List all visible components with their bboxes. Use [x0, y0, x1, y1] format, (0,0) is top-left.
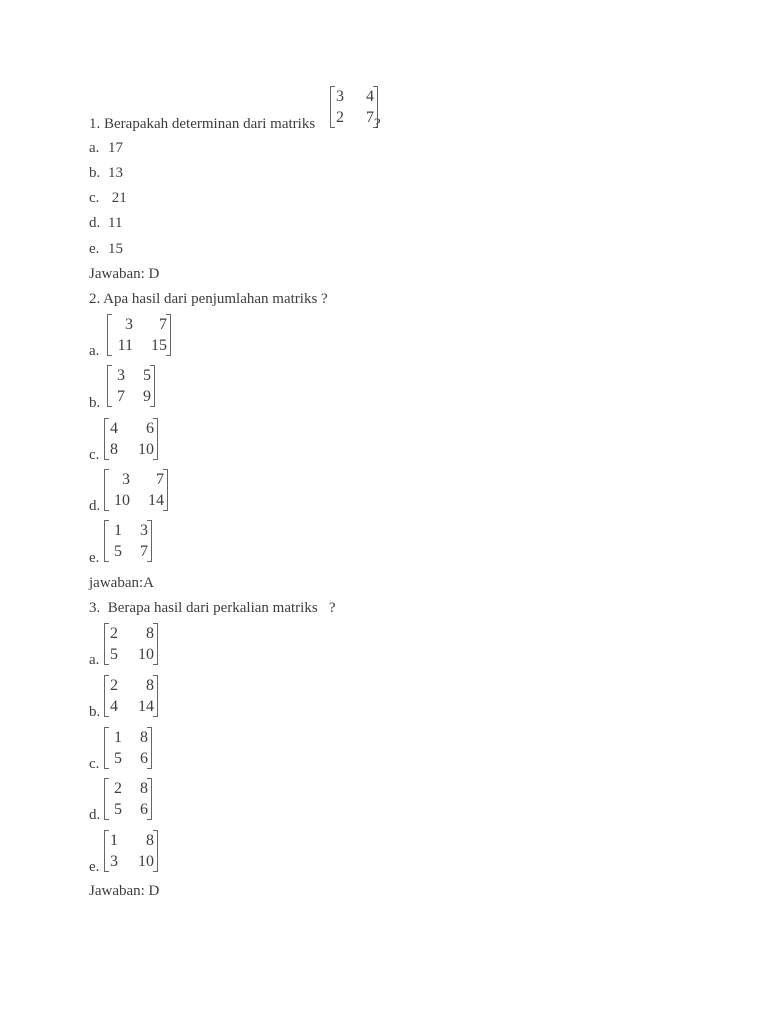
option-matrix	[104, 778, 152, 820]
matrix-cell: 5	[143, 367, 151, 384]
matrix-left-bracket	[104, 623, 109, 665]
matrix-left-bracket	[330, 86, 335, 128]
matrix-cell: 8	[110, 441, 118, 458]
matrix-left-bracket	[104, 778, 109, 820]
matrix-cell: 8	[140, 780, 148, 797]
matrix-right-bracket	[166, 314, 171, 356]
matrix-cell: 5	[114, 801, 122, 818]
option-letter: e.	[89, 550, 100, 566]
option-matrix	[104, 418, 158, 460]
matrix-cell: 7	[156, 471, 164, 488]
matrix-cell: 7	[159, 316, 167, 333]
matrix-cell: 7	[140, 543, 148, 560]
matrix-left-bracket	[104, 418, 109, 460]
matrix-cell: 15	[151, 337, 167, 354]
answer-text: Jawaban: D	[89, 883, 160, 899]
matrix-cell: 10	[138, 441, 154, 458]
option-text: 21	[108, 190, 127, 206]
matrix-cell: 3	[117, 367, 125, 384]
matrix-right-bracket	[153, 623, 158, 665]
question-1-text: 1. Berapakah determinan dari matriks	[89, 116, 316, 132]
option-letter: b.	[89, 395, 101, 411]
matrix-right-bracket	[147, 520, 152, 562]
matrix-left-bracket	[104, 520, 109, 562]
matrix-right-bracket	[147, 778, 152, 820]
option-letter: d.	[89, 807, 101, 823]
answer-text: Jawaban: D	[89, 266, 160, 282]
matrix-cell: 14	[138, 698, 154, 715]
matrix-right-bracket	[163, 469, 168, 511]
matrix-cell: 5	[114, 750, 122, 767]
option-letter: b.	[89, 165, 101, 181]
matrix-right-bracket	[153, 830, 158, 872]
option-letter: e.	[89, 241, 100, 257]
option-matrix	[107, 365, 155, 407]
option-letter: a.	[89, 652, 100, 668]
matrix-left-bracket	[107, 365, 112, 407]
option-matrix	[104, 727, 152, 769]
matrix-cell: 5	[110, 646, 118, 663]
matrix-cell: 8	[146, 677, 154, 694]
matrix-cell: 4	[110, 420, 118, 437]
matrix-cell: 7	[366, 109, 374, 126]
matrix-cell: 3	[110, 853, 118, 870]
option-text: 11	[108, 215, 123, 231]
matrix-cell: 9	[143, 388, 151, 405]
matrix-left-bracket	[107, 314, 112, 356]
answer-text: jawaban:A	[89, 575, 154, 591]
matrix-left-bracket	[104, 727, 109, 769]
option-letter: d.	[89, 498, 101, 514]
question-1-suffix: ?	[374, 116, 381, 132]
matrix-cell: 1	[114, 522, 122, 539]
matrix-cell: 11	[117, 337, 133, 354]
matrix-left-bracket	[104, 675, 109, 717]
matrix-cell: 2	[114, 780, 122, 797]
matrix-cell: 5	[114, 543, 122, 560]
matrix-left-bracket	[104, 830, 109, 872]
matrix-cell: 8	[146, 832, 154, 849]
matrix-cell: 3	[122, 471, 130, 488]
option-matrix	[104, 623, 158, 665]
matrix-cell: 2	[110, 625, 118, 642]
option-letter: c.	[89, 447, 100, 463]
matrix-right-bracket	[153, 675, 158, 717]
question-1-matrix	[330, 86, 378, 128]
option-text: 17	[108, 140, 123, 156]
matrix-cell: 14	[148, 492, 164, 509]
matrix-cell: 1	[114, 729, 122, 746]
option-letter: a.	[89, 343, 100, 359]
matrix-cell: 7	[117, 388, 125, 405]
matrix-cell: 10	[138, 853, 154, 870]
option-matrix	[104, 469, 168, 511]
option-letter: c.	[89, 190, 100, 206]
matrix-cell: 10	[138, 646, 154, 663]
matrix-right-bracket	[150, 365, 155, 407]
option-letter: c.	[89, 756, 100, 772]
matrix-cell: 3	[140, 522, 148, 539]
matrix-cell: 4	[110, 698, 118, 715]
option-letter: e.	[89, 859, 100, 875]
matrix-cell: 6	[140, 750, 148, 767]
option-letter: d.	[89, 215, 101, 231]
question-3-text: 3. Berapa hasil dari perkalian matriks ?	[89, 600, 336, 616]
option-matrix	[104, 675, 158, 717]
matrix-cell: 3	[125, 316, 133, 333]
question-2-text: 2. Apa hasil dari penjumlahan matriks ?	[89, 291, 328, 307]
matrix-cell: 2	[110, 677, 118, 694]
matrix-cell: 10	[114, 492, 130, 509]
option-letter: b.	[89, 704, 101, 720]
matrix-left-bracket	[104, 469, 109, 511]
option-matrix	[104, 520, 152, 562]
matrix-right-bracket	[147, 727, 152, 769]
matrix-cell: 3	[336, 88, 344, 105]
matrix-cell: 6	[140, 801, 148, 818]
matrix-cell: 2	[336, 109, 344, 126]
matrix-cell: 1	[110, 832, 118, 849]
matrix-right-bracket	[153, 418, 158, 460]
matrix-cell: 4	[366, 88, 374, 105]
option-matrix	[107, 314, 171, 356]
option-text: 13	[108, 165, 123, 181]
matrix-cell: 8	[146, 625, 154, 642]
option-text: 15	[108, 241, 123, 257]
option-matrix	[104, 830, 158, 872]
matrix-cell: 8	[140, 729, 148, 746]
option-letter: a.	[89, 140, 100, 156]
matrix-cell: 6	[146, 420, 154, 437]
